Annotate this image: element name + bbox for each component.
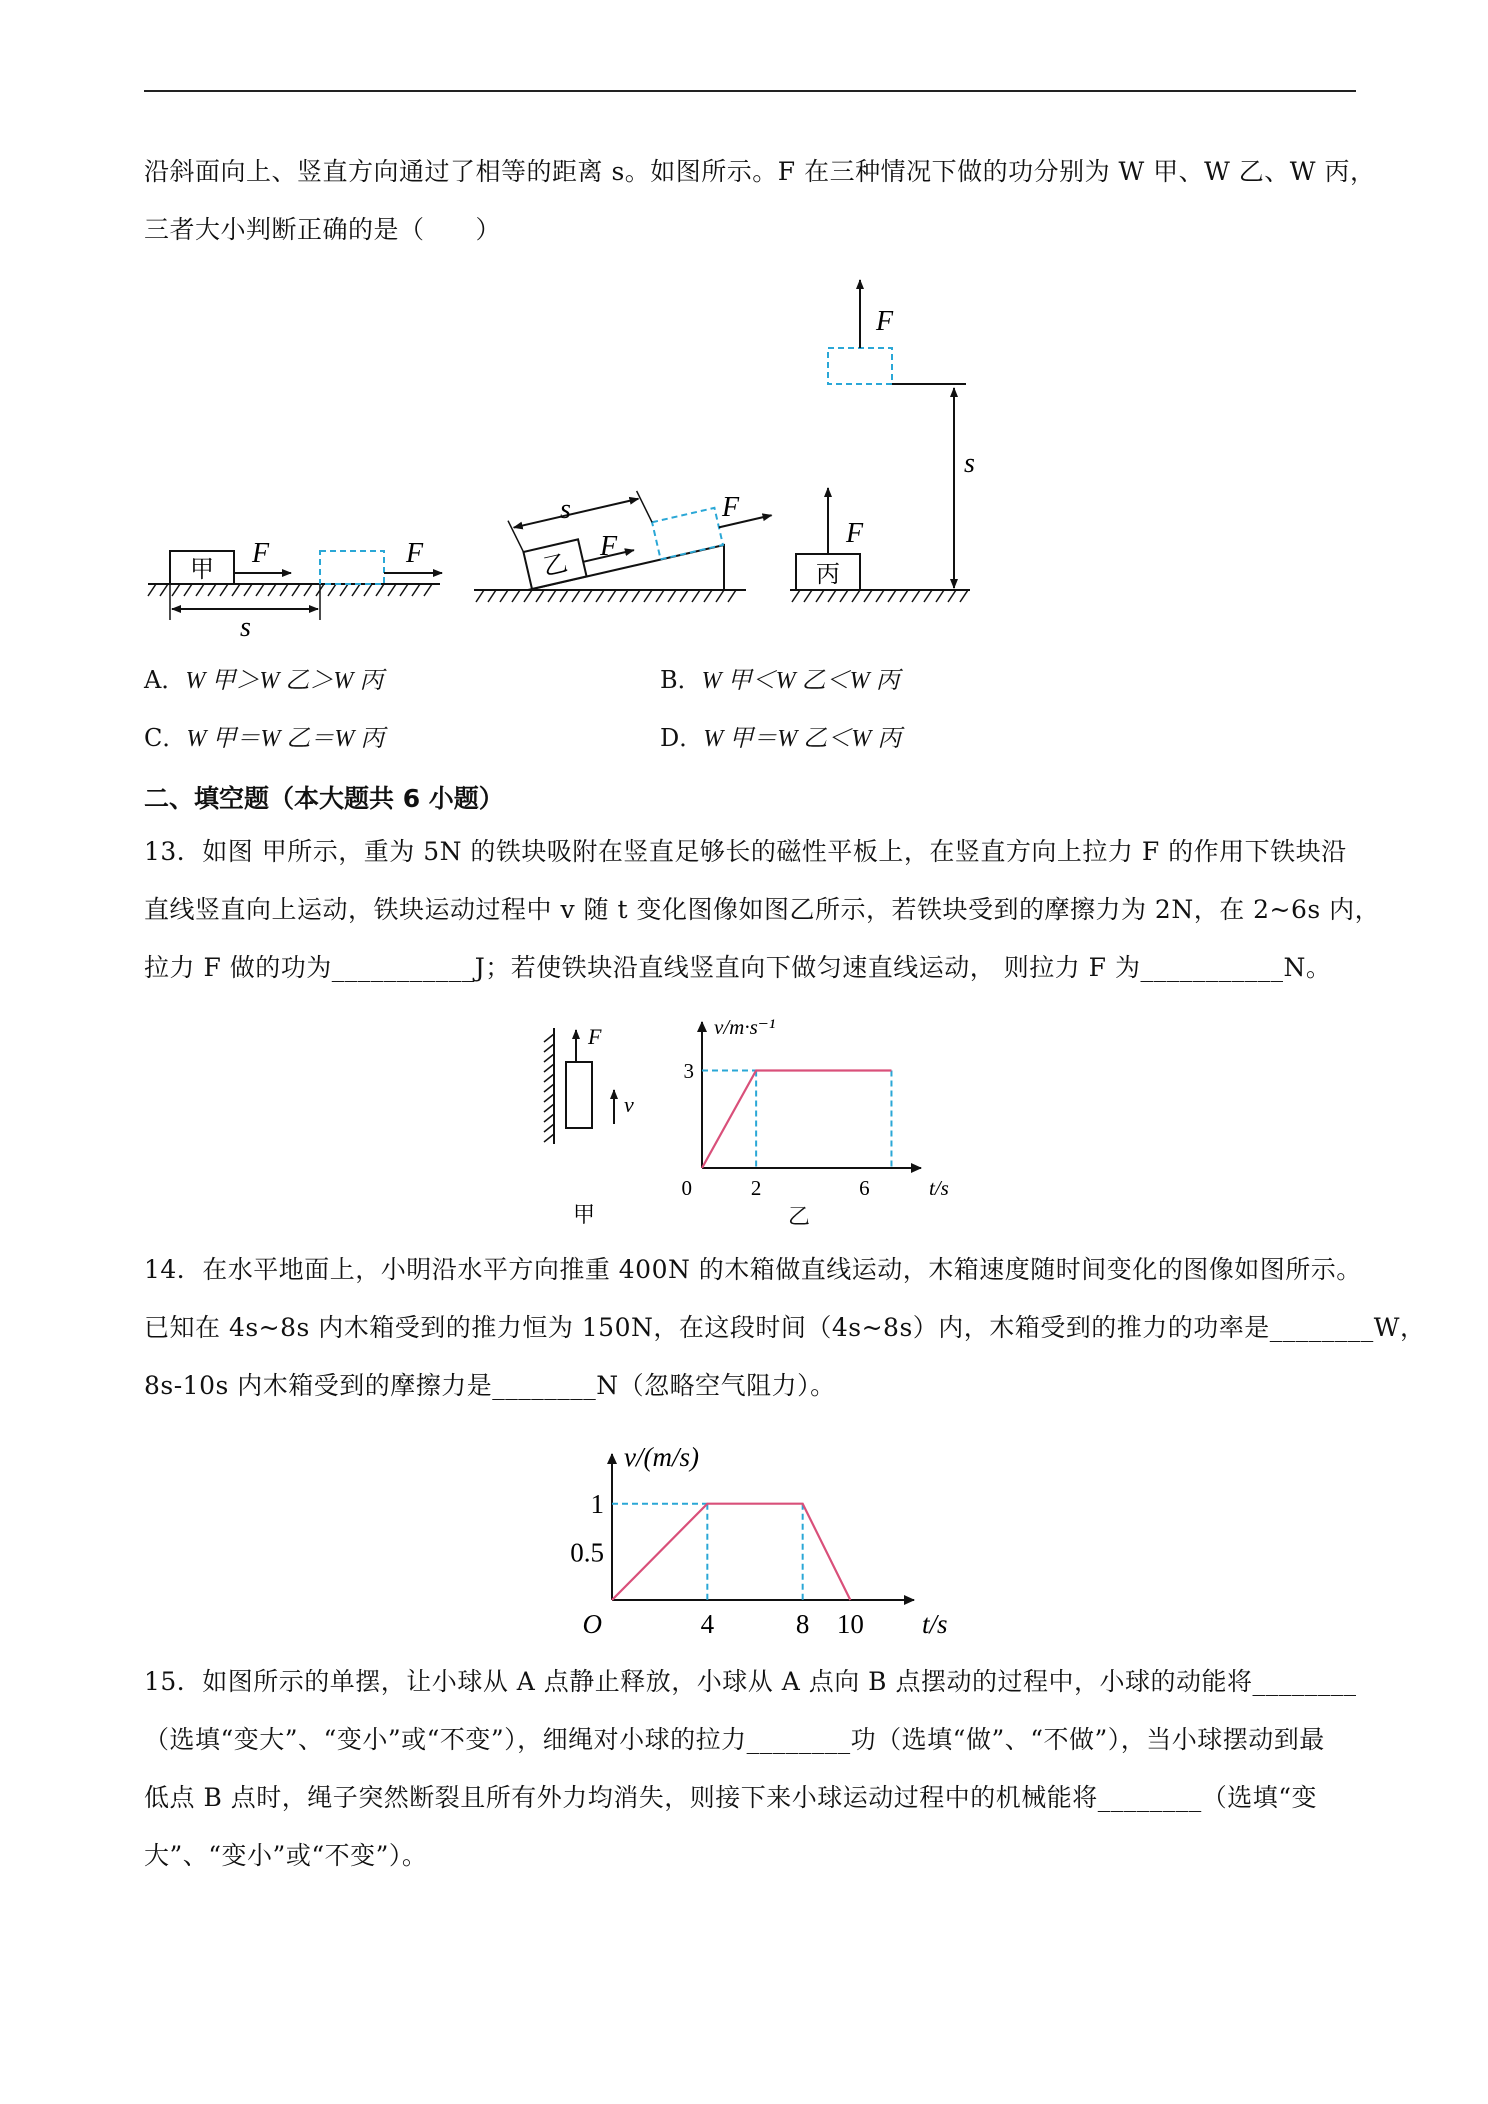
option-d-text: W 甲＝W 乙＜W 丙 bbox=[703, 726, 902, 752]
force-label-jia-2: F bbox=[406, 538, 424, 569]
option-b-text: W 甲＜W 乙＜W 丙 bbox=[701, 668, 900, 694]
force-label-bing: F bbox=[846, 518, 864, 549]
y-axis-label: v/m·s⁻¹ bbox=[714, 1015, 776, 1039]
q15-line-4: 大”、“变小”或“不变”）。 bbox=[144, 1841, 428, 1870]
option-d-key: D． bbox=[660, 724, 704, 752]
option-b-key: B． bbox=[660, 666, 702, 694]
origin-label: 0 bbox=[681, 1176, 692, 1200]
option-c-text: W 甲＝W 乙＝W 丙 bbox=[186, 726, 385, 752]
block-yi-label: 乙 bbox=[540, 550, 571, 582]
q15-line-2: （选填“变大”、“变小”或“不变”），细绳对小球的拉力________功（选填“做”、“不做”），当小球摆动到最 bbox=[144, 1725, 1325, 1754]
distance-label-yi: s bbox=[560, 494, 571, 525]
q13-line-3: 拉力 F 做的功为___________J；若使铁块沿直线竖直向下做匀速直线运动， 则拉力 F 为___________N。 bbox=[144, 953, 1332, 982]
force-label-bing-2: F bbox=[876, 306, 894, 337]
q12-line-2: 三者大小判断正确的是（ ） bbox=[144, 215, 502, 244]
origin-label: O bbox=[582, 1609, 602, 1639]
x-tick-label: 4 bbox=[700, 1609, 715, 1639]
y-tick-label: 0.5 bbox=[570, 1537, 604, 1568]
distance-label-bing: s bbox=[964, 448, 975, 479]
force-label-yi-2: F bbox=[722, 492, 740, 523]
q14-line-1: 14．在水平地面上，小明沿水平方向推重 400N 的木箱做直线运动，木箱速度随时间变化的图像如图所示。 bbox=[144, 1255, 1362, 1284]
block-jia-label: 甲 bbox=[190, 557, 214, 583]
q13-force-label: F bbox=[588, 1024, 602, 1049]
q15-line-3: 低点 B 点时，绳子突然断裂且所有外力均消失，则接下来小球运动过程中的机械能将________（选填“变 bbox=[144, 1783, 1318, 1812]
x-tick-label: 2 bbox=[750, 1176, 762, 1200]
section-heading: 二、填空题（本大题共 6 小题） bbox=[144, 784, 504, 813]
x-tick-label: 6 bbox=[859, 1176, 870, 1200]
q13-fig-jia-label: 甲 bbox=[572, 1202, 596, 1227]
q12-line-1: 沿斜面向上、竖直方向通过了相等的距离 s。如图所示。F 在三种情况下做的功分别为 W 甲、W 乙、W 丙， bbox=[144, 157, 1376, 186]
q13-velocity-label: v bbox=[624, 1092, 634, 1117]
y-axis-label: v/(m/s) bbox=[624, 1442, 699, 1472]
option-a-key: A． bbox=[144, 666, 186, 694]
q13-line-1: 13．如图 甲所示，重为 5N 的铁块吸附在竖直足够长的磁性平板上，在竖直方向上拉力 F 的作用下铁块沿 bbox=[144, 837, 1347, 866]
q14-line-3: 8s-10s 内木箱受到的摩擦力是________N（忽略空气阻力）。 bbox=[144, 1371, 836, 1400]
option-a-text: W 甲＞W 乙＞W 丙 bbox=[185, 668, 384, 694]
x-tick-label: 10 bbox=[836, 1609, 864, 1639]
q13-line-2: 直线竖直向上运动，铁块运动过程中 v 随 t 变化图像如图乙所示，若铁块受到的摩擦力为 2N，在 2~6s 内， bbox=[144, 895, 1381, 924]
option-c-key: C． bbox=[144, 724, 187, 752]
block-bing-label: 丙 bbox=[816, 562, 840, 588]
x-axis-label: t/s bbox=[922, 1609, 948, 1639]
x-tick-label: 8 bbox=[795, 1609, 810, 1639]
distance-label-jia: s bbox=[240, 612, 251, 643]
series-line bbox=[612, 1504, 850, 1600]
q15-line-1: 15．如图所示的单摆，让小球从 A 点静止释放，小球从 A 点向 B 点摆动的过程中，小球的动能将________ bbox=[144, 1667, 1357, 1696]
q13-fig-yi-label: 乙 bbox=[788, 1205, 811, 1230]
y-tick-label: 1 bbox=[590, 1489, 604, 1520]
q14-line-2: 已知在 4s~8s 内木箱受到的推力恒为 150N，在这段时间（4s~8s）内，木箱受到的推力的功率是________W， bbox=[144, 1313, 1426, 1342]
x-axis-label: t/s bbox=[929, 1176, 949, 1200]
force-label-jia: F bbox=[252, 538, 270, 569]
y-tick-label: 3 bbox=[683, 1058, 694, 1083]
force-label-yi: F bbox=[600, 531, 618, 562]
